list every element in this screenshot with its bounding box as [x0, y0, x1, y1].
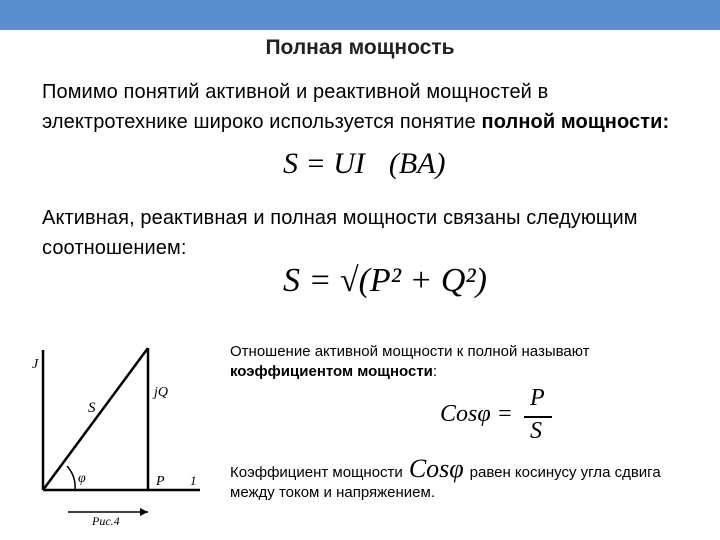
label-jq: jQ [154, 385, 168, 400]
coef-rest: равен косинусу угла сдвига между током и напряжением. [230, 464, 661, 501]
fraction-denominator: S [530, 418, 542, 444]
ratio-bold-term: коэффициентом мощности [230, 363, 433, 380]
relation-paragraph: Активная, реактивная и полная мощности связаны следующим соотношением: [42, 207, 638, 259]
formula-unit: (BA) [388, 147, 446, 180]
label-s: S [88, 400, 96, 416]
ratio-text: Отношение активной мощности к полной называют [230, 343, 590, 360]
angle-arc [67, 466, 75, 490]
ratio-colon: : [432, 363, 438, 380]
ratio-paragraph [230, 342, 700, 382]
formula-cos-lhs: Cosφ = [440, 401, 513, 427]
label-j: J [32, 357, 39, 372]
hypotenuse-s [43, 348, 148, 490]
power-triangle-diagram [20, 340, 220, 530]
label-one: 1 [190, 473, 197, 488]
dimension-arrow-icon [140, 508, 148, 516]
figure-caption: Рис.4 [92, 514, 120, 528]
label-phi: φ [78, 471, 86, 486]
coefficient-paragraph [230, 454, 700, 503]
coef-symbol: Cosφ [408, 454, 464, 483]
intro-text: Помимо понятий активной и реактивной мощностей в электротехнике широко используется понятие [42, 81, 549, 133]
pythagorean-formula: S = √(P² + Q²) [283, 262, 487, 299]
fraction-numerator: P [530, 385, 545, 411]
apparent-power-formula [283, 147, 446, 181]
intro-paragraph [42, 77, 682, 137]
coef-prefix: Коэффициент мощности [230, 464, 403, 481]
top-banner [0, 0, 720, 30]
slide-title: Полная мощность [265, 36, 455, 59]
formula-s-ui: S = UI [283, 147, 365, 180]
intro-bold-term: полной мощности: [481, 111, 670, 133]
label-p: P [156, 474, 165, 489]
